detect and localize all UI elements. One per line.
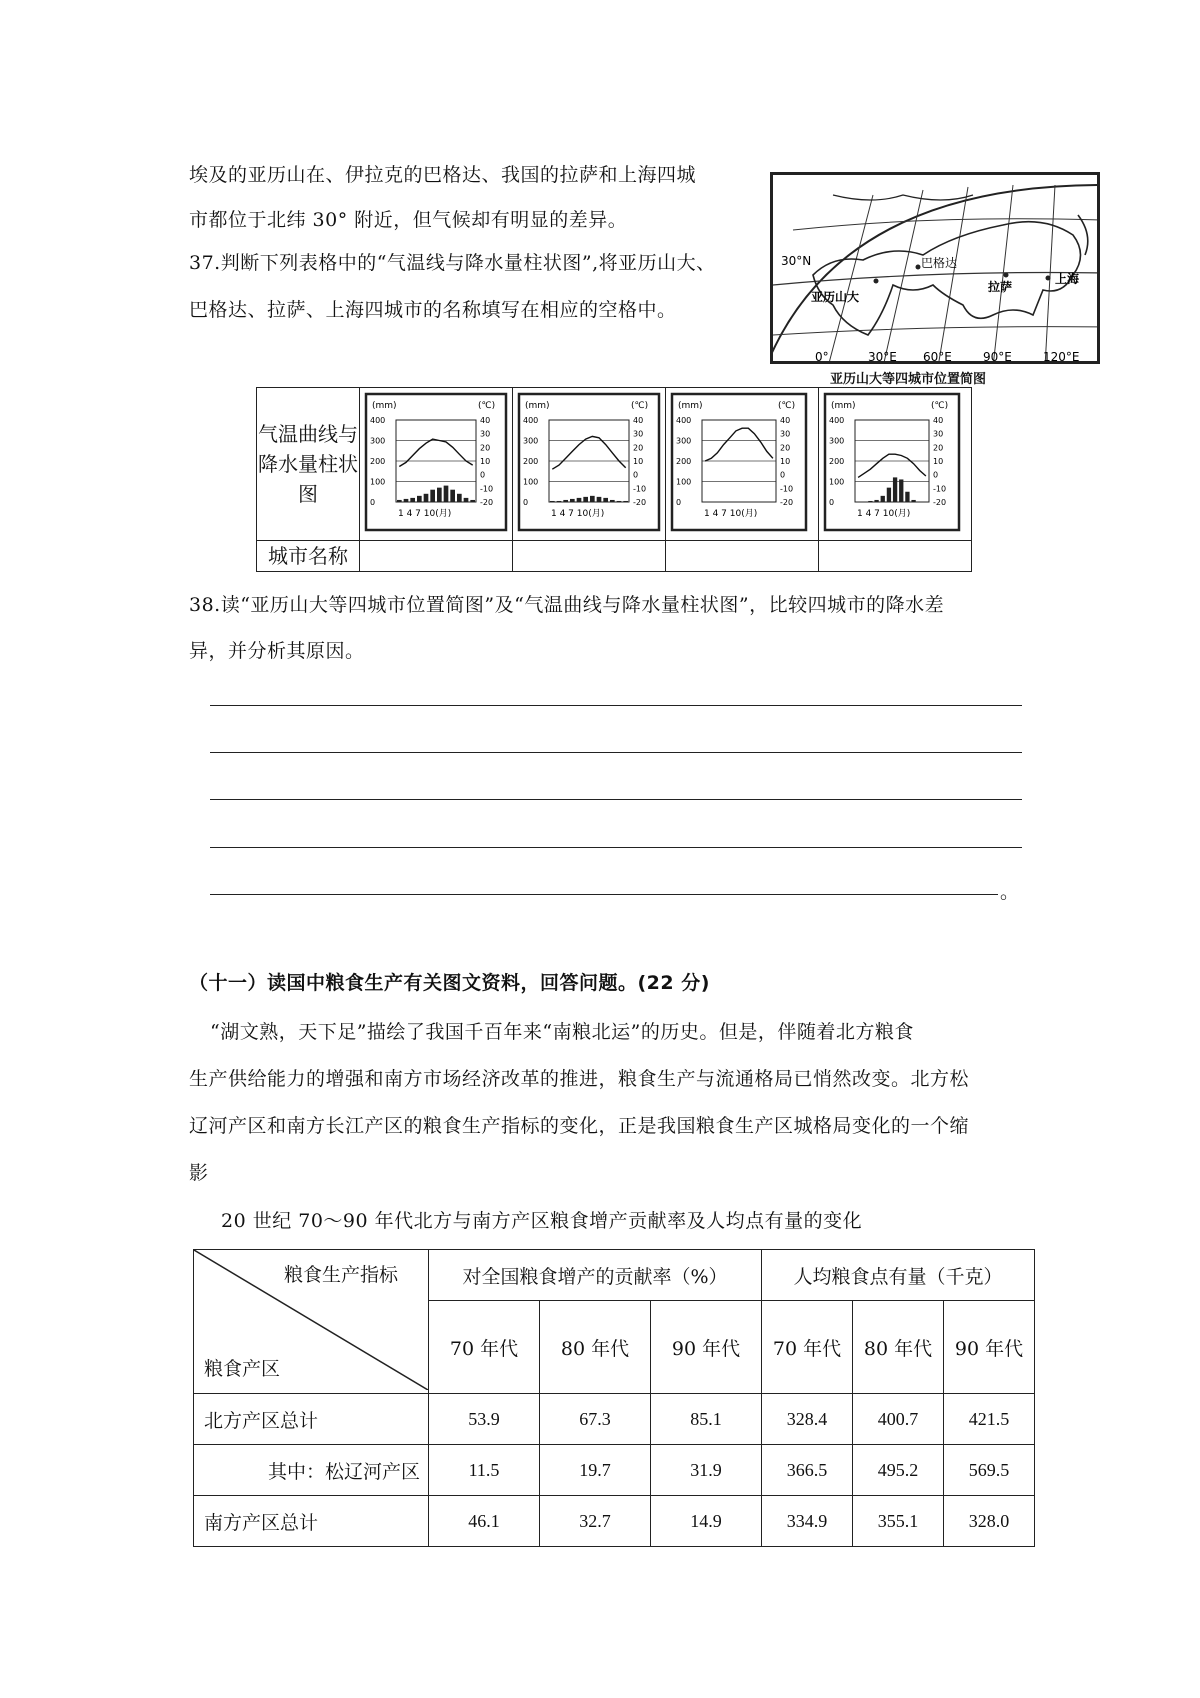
right-tick-label: 30 <box>780 429 791 439</box>
grain-group-contribution: 对全国粮食增产的贡献率（%） <box>429 1250 762 1301</box>
left-tick-label: 300 <box>523 436 539 446</box>
precip-bar <box>868 501 872 502</box>
temperature-line <box>858 454 926 477</box>
grain-decade-header: 80 年代 <box>540 1301 651 1394</box>
table-row <box>194 1445 1035 1496</box>
precip-bar <box>899 479 903 502</box>
left-tick-label: 100 <box>676 477 692 487</box>
x-axis-label: 1 4 7 10(月) <box>857 509 911 519</box>
unit-left-label: (mm) <box>372 401 397 411</box>
right-tick-label: 0 <box>780 470 786 480</box>
precip-bar <box>893 477 897 502</box>
grain-cell: 355.1 <box>853 1496 944 1547</box>
grain-cell: 14.9 <box>651 1496 762 1547</box>
unit-left-label: (mm) <box>678 401 703 411</box>
answer-line-3[interactable] <box>210 799 1022 800</box>
right-tick-label: 40 <box>933 416 944 425</box>
precip-bar <box>570 499 575 502</box>
left-tick-label: 200 <box>523 457 539 466</box>
right-tick-label: 0 <box>933 470 939 480</box>
question-38-line-1: 38.读“亚历山大等四城市位置简图”及“气温曲线与降水量柱状图”，比较四城市的降水差 <box>189 594 945 616</box>
left-tick-label: 100 <box>829 477 845 487</box>
map-lon-120: 120°E <box>1043 350 1080 364</box>
right-tick-label: -20 <box>480 498 494 507</box>
question-38-line-2: 异，并分析其原因。 <box>189 640 365 662</box>
precip-bar <box>881 496 885 502</box>
city-name-blank-4[interactable] <box>819 541 972 572</box>
precip-bar <box>450 490 455 502</box>
grain-decade-header: 90 年代 <box>651 1301 762 1394</box>
right-tick-label: 30 <box>633 429 644 439</box>
left-tick-label: 200 <box>829 457 845 466</box>
answer-line-5[interactable] <box>210 894 998 895</box>
section-11-heading: （十一）读国中粮食生产有关图文资料，回答问题。(22 分) <box>189 972 710 994</box>
right-tick-label: 40 <box>780 416 791 425</box>
map-city-baghdad: 巴格达 <box>921 256 958 270</box>
precip-bar <box>444 486 449 502</box>
map-lon-90: 90°E <box>983 350 1012 364</box>
grain-cell: 19.7 <box>540 1445 651 1496</box>
grain-cell: 53.9 <box>429 1394 540 1445</box>
climate-chart-2 <box>513 388 665 536</box>
city-name-blank-2[interactable] <box>513 541 666 572</box>
right-tick-label: -20 <box>933 498 947 507</box>
precip-bar <box>437 488 442 502</box>
table-row <box>194 1496 1035 1547</box>
right-tick-label: 10 <box>480 457 491 466</box>
grain-cell: 366.5 <box>762 1445 853 1496</box>
precip-bar <box>417 496 422 502</box>
precip-bar <box>430 490 435 502</box>
section-11-para-line-3: 辽河产区和南方长江产区的粮食生产指标的变化，正是我国粮食生产区城格局变化的一个缩 <box>189 1115 970 1137</box>
city-name-blank-1[interactable] <box>360 541 513 572</box>
precip-bar <box>464 498 469 502</box>
map-city-shanghai: 上海 <box>1055 272 1080 286</box>
right-tick-label: 20 <box>633 443 644 453</box>
right-tick-label: 10 <box>633 457 644 466</box>
precip-bar <box>457 494 462 502</box>
right-tick-label: 30 <box>933 429 944 439</box>
map-lat-label: 30°N <box>781 254 812 268</box>
city-location-map <box>770 172 1100 390</box>
climate-chart-table <box>256 387 972 572</box>
precip-bar <box>590 496 595 502</box>
right-tick-label: -10 <box>633 484 647 494</box>
right-tick-label: 20 <box>480 443 491 453</box>
precip-bar <box>617 501 622 502</box>
right-tick-label: -10 <box>480 484 494 494</box>
left-tick-label: 300 <box>370 436 386 446</box>
precip-bar <box>550 501 555 502</box>
right-tick-label: 40 <box>480 416 491 425</box>
temperature-line <box>399 439 472 466</box>
grain-cell: 569.5 <box>944 1445 1035 1496</box>
grain-table-corner-cell <box>194 1250 429 1394</box>
left-tick-label: 300 <box>676 436 692 446</box>
grain-cell: 421.5 <box>944 1394 1035 1445</box>
grain-decade-header: 70 年代 <box>429 1301 540 1394</box>
climate-chart-1 <box>360 388 512 536</box>
chart-cell-4 <box>819 388 972 541</box>
section-11-para-line-4: 影 <box>189 1162 209 1184</box>
table-row <box>194 1394 1035 1445</box>
grain-cell: 328.4 <box>762 1394 853 1445</box>
climate-chart-4 <box>819 388 965 536</box>
section-11-para-line-2: 生产供给能力的增强和南方市场经济改革的推进，粮食生产与流通格局已悄然改变。北方松 <box>189 1068 970 1090</box>
left-tick-label: 0 <box>370 498 376 507</box>
grain-row-label: 北方产区总计 <box>194 1394 429 1445</box>
left-tick-label: 0 <box>523 498 529 507</box>
grain-cell: 11.5 <box>429 1445 540 1496</box>
right-tick-label: 20 <box>780 443 791 453</box>
grain-cell: 31.9 <box>651 1445 762 1496</box>
left-tick-label: 400 <box>370 416 386 425</box>
precip-bar <box>610 500 615 502</box>
map-lon-60: 60°E <box>923 350 952 364</box>
grain-production-table <box>193 1249 1035 1547</box>
precip-bar <box>583 497 588 502</box>
answer-line-4[interactable] <box>210 847 1022 848</box>
left-tick-label: 100 <box>523 477 539 487</box>
intro-line-1: 埃及的亚历山在、伊拉克的巴格达、我国的拉萨和上海四城 <box>189 164 697 186</box>
x-axis-label: 1 4 7 10(月) <box>704 509 758 519</box>
precip-bar <box>557 501 562 502</box>
right-tick-label: 10 <box>933 457 944 466</box>
left-tick-label: 100 <box>370 477 386 487</box>
city-name-label: 城市名称 <box>257 541 360 572</box>
precip-bar <box>410 498 415 502</box>
question-37-line-1: 37.判断下列表格中的“气温线与降水量柱状图”,将亚历山大、 <box>189 252 716 274</box>
precip-bar <box>577 498 582 502</box>
unit-left-label: (mm) <box>525 401 550 411</box>
chart-row-label: 气温曲线与降水量柱状图 <box>257 388 360 541</box>
grain-cell: 334.9 <box>762 1496 853 1547</box>
grain-decade-header: 70 年代 <box>762 1301 853 1394</box>
grain-decade-header: 80 年代 <box>853 1301 944 1394</box>
right-tick-label: -20 <box>633 498 647 507</box>
unit-right-label: (℃) <box>931 401 949 411</box>
right-tick-label: 10 <box>780 457 791 466</box>
temperature-line <box>552 436 625 469</box>
answer-end-mark: 。 <box>1000 881 1020 903</box>
right-tick-label: 0 <box>633 470 639 480</box>
unit-right-label: (℃) <box>478 401 496 411</box>
city-name-blank-3[interactable] <box>666 541 819 572</box>
right-tick-label: 20 <box>933 443 944 453</box>
unit-right-label: (℃) <box>631 401 649 411</box>
precip-bar <box>905 492 909 502</box>
grain-cell: 67.3 <box>540 1394 651 1445</box>
map-city-alexandria: 亚历山大 <box>811 290 860 304</box>
precip-bar <box>397 500 402 502</box>
left-tick-label: 400 <box>829 416 845 425</box>
grain-row-label: 南方产区总计 <box>194 1496 429 1547</box>
unit-right-label: (℃) <box>778 401 796 411</box>
x-axis-label: 1 4 7 10(月) <box>551 509 605 519</box>
intro-line-2: 市都位于北纬 30° 附近，但气候却有明显的差异。 <box>189 209 628 231</box>
map-drawing <box>773 175 1100 364</box>
precip-bar <box>887 488 891 502</box>
precip-bar <box>911 500 915 502</box>
grain-cell: 32.7 <box>540 1496 651 1547</box>
answer-line-1[interactable] <box>210 705 1022 706</box>
unit-left-label: (mm) <box>831 401 856 411</box>
left-tick-label: 300 <box>829 436 845 446</box>
grain-cell: 328.0 <box>944 1496 1035 1547</box>
grain-decade-header: 90 年代 <box>944 1301 1035 1394</box>
climate-chart-3 <box>666 388 812 536</box>
corner-header-region: 粮食产区 <box>204 1358 281 1380</box>
left-tick-label: 200 <box>370 457 386 466</box>
right-tick-label: 0 <box>480 470 486 480</box>
map-caption: 亚历山大等四城市位置简图 <box>830 372 987 387</box>
section-11-para-line-1: “湖文熟，天下足”描绘了我国千百年来“南粮北运”的历史。但是，伴随着北方粮食 <box>210 1021 914 1043</box>
map-frame <box>770 172 1100 364</box>
right-tick-label: 40 <box>633 416 644 425</box>
grain-row-label: 其中：松辽河产区 <box>194 1445 429 1496</box>
left-tick-label: 0 <box>676 498 682 507</box>
right-tick-label: -10 <box>780 484 794 494</box>
precip-bar <box>603 498 608 502</box>
map-lon-0: 0° <box>815 350 829 364</box>
grain-table-title: 20 世纪 70～90 年代北方与南方产区粮食增产贡献率及人均点有量的变化 <box>221 1210 863 1232</box>
right-tick-label: 30 <box>480 429 491 439</box>
grain-cell: 495.2 <box>853 1445 944 1496</box>
chart-cell-2 <box>513 388 666 541</box>
left-tick-label: 0 <box>829 498 835 507</box>
right-tick-label: -20 <box>780 498 794 507</box>
precip-bar <box>470 500 475 502</box>
grain-cell: 85.1 <box>651 1394 762 1445</box>
chart-cell-1 <box>360 388 513 541</box>
precip-bar <box>623 501 628 502</box>
temperature-line <box>705 428 773 461</box>
question-37-line-2: 巴格达、拉萨、上海四城市的名称填写在相应的空格中。 <box>189 299 677 321</box>
left-tick-label: 400 <box>676 416 692 425</box>
answer-line-2[interactable] <box>210 752 1022 753</box>
right-tick-label: -10 <box>933 484 947 494</box>
precip-bar <box>424 494 429 502</box>
map-city-lhasa: 拉萨 <box>988 280 1013 294</box>
precip-bar <box>404 499 409 502</box>
precip-bar <box>563 500 568 502</box>
precip-bar <box>597 497 602 502</box>
left-tick-label: 400 <box>523 416 539 425</box>
chart-cell-3 <box>666 388 819 541</box>
grain-group-per-capita: 人均粮食点有量（千克） <box>762 1250 1035 1301</box>
map-lon-30: 30°E <box>868 350 897 364</box>
corner-header-indicator: 粮食生产指标 <box>283 1264 398 1286</box>
precip-bar <box>874 500 878 502</box>
grain-cell: 46.1 <box>429 1496 540 1547</box>
x-axis-label: 1 4 7 10(月) <box>398 509 452 519</box>
left-tick-label: 200 <box>676 457 692 466</box>
grain-cell: 400.7 <box>853 1394 944 1445</box>
